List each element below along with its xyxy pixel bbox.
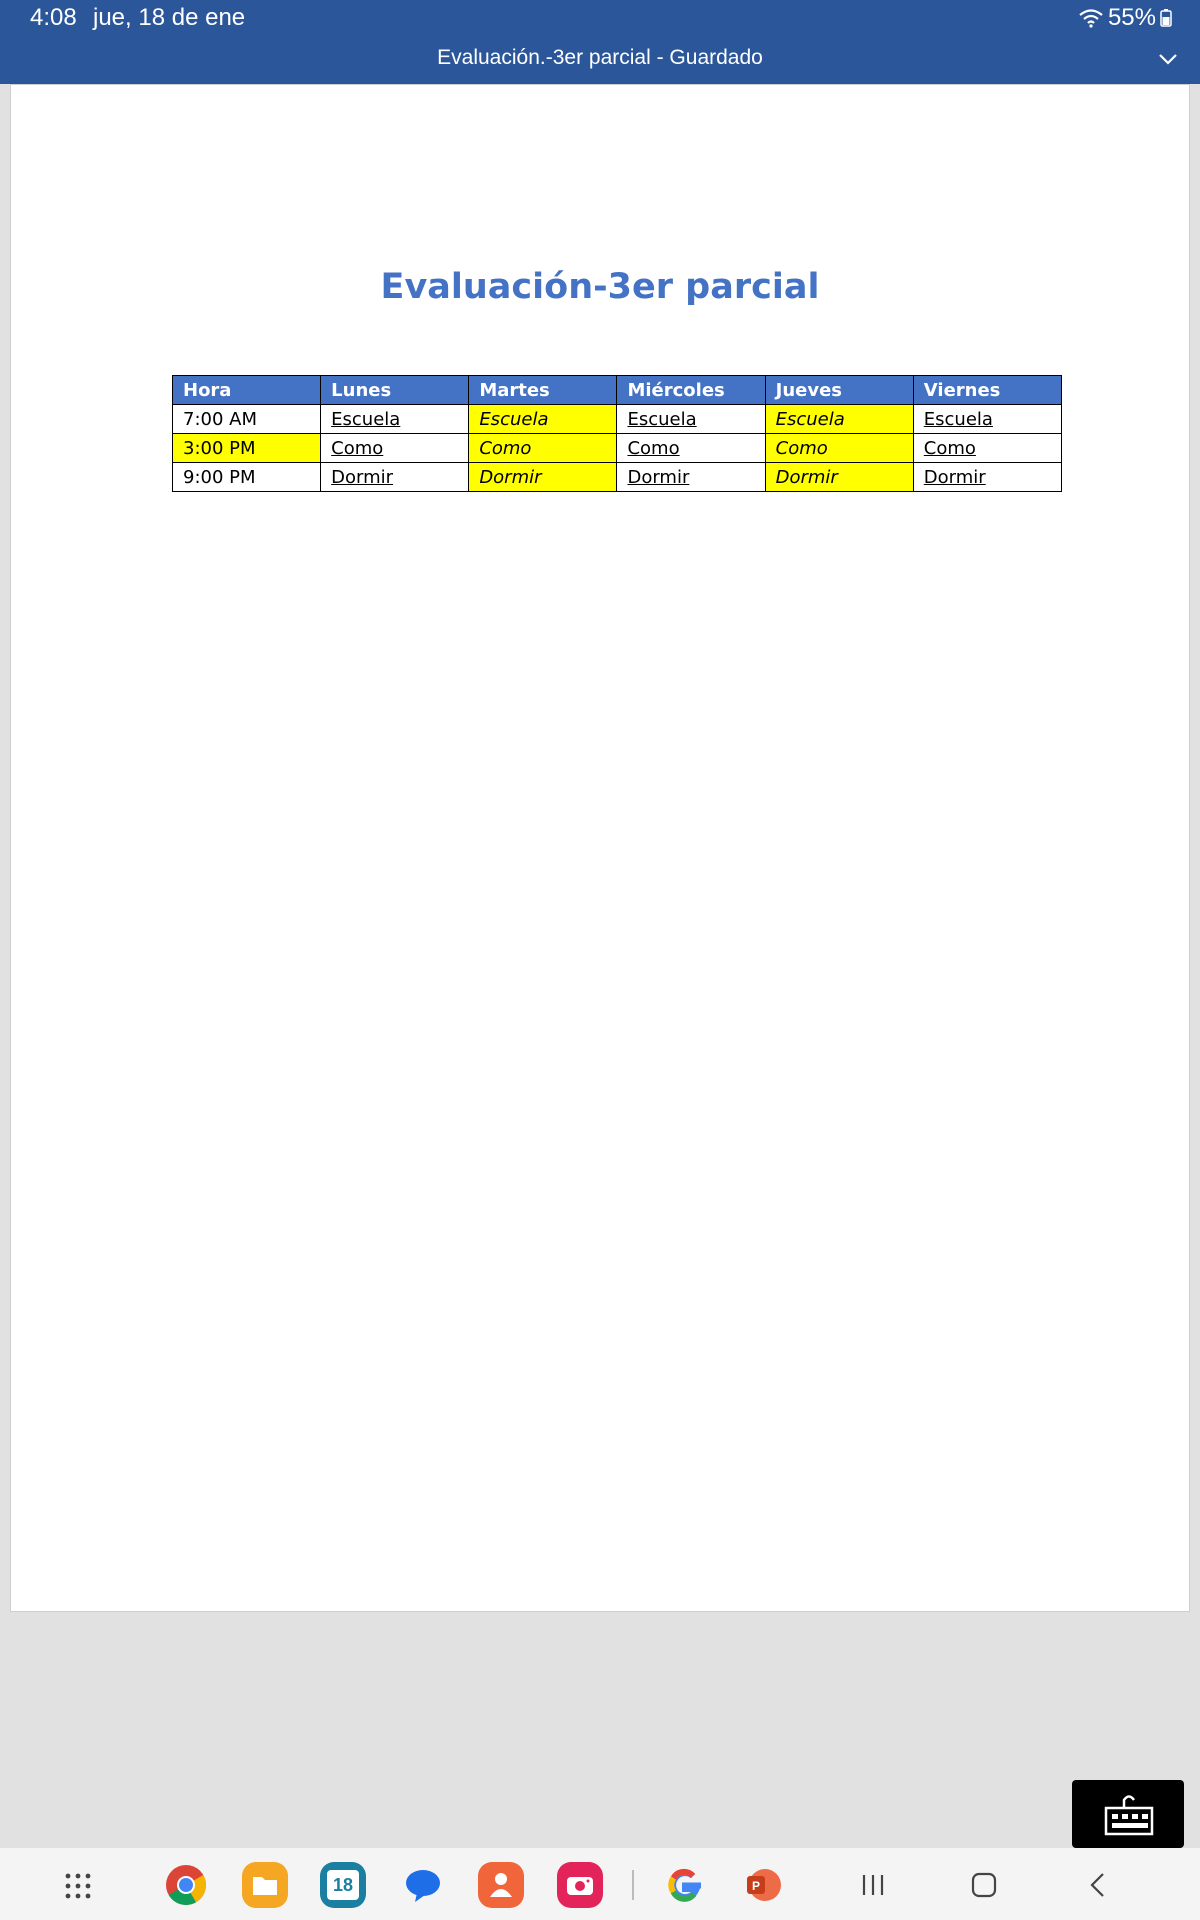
header-cell: Jueves: [765, 376, 913, 405]
header-cell: Hora: [173, 376, 321, 405]
table-cell: Escuela: [765, 405, 913, 434]
powerpoint-icon[interactable]: [740, 1862, 786, 1908]
table-row: [173, 463, 1062, 492]
header-cell: Viernes: [913, 376, 1061, 405]
table-cell: Escuela: [321, 405, 469, 434]
home-icon[interactable]: [971, 1872, 997, 1898]
table-cell: Escuela: [469, 405, 617, 434]
top-bar: [0, 0, 1200, 84]
bottom-dock: [0, 1848, 1200, 1920]
chevron-down-icon[interactable]: [1156, 48, 1180, 70]
header-cell: Lunes: [321, 376, 469, 405]
table-cell: Como: [469, 434, 617, 463]
back-icon[interactable]: [1086, 1872, 1112, 1898]
floating-keyboard-button[interactable]: [1072, 1780, 1184, 1848]
header-cell: Miércoles: [617, 376, 765, 405]
chrome-icon[interactable]: [163, 1862, 209, 1908]
keyboard-lock-icon: [1072, 1780, 1184, 1848]
camera-icon[interactable]: [557, 1862, 603, 1908]
table-cell: 3:00 PM: [173, 434, 321, 463]
calendar-icon[interactable]: [320, 1862, 366, 1908]
status-date: jue, 18 de ene: [93, 4, 246, 31]
table-cell: 7:00 AM: [173, 405, 321, 434]
table-cell: Dormir: [469, 463, 617, 492]
recents-icon[interactable]: [860, 1872, 886, 1898]
document-title[interactable]: Evaluación.-3er parcial - Guardado: [437, 46, 763, 69]
messages-icon[interactable]: [400, 1862, 446, 1908]
document-heading: Evaluación-3er parcial: [380, 267, 820, 307]
calendar-day: 18: [327, 1870, 359, 1900]
contacts-icon[interactable]: [478, 1862, 524, 1908]
battery-icon: [1160, 9, 1172, 27]
table-cell: Escuela: [617, 405, 765, 434]
table-cell: 9:00 PM: [173, 463, 321, 492]
document-page[interactable]: [10, 84, 1190, 1612]
files-icon[interactable]: [242, 1862, 288, 1908]
table-cell: Como: [913, 434, 1061, 463]
table-row: [173, 405, 1062, 434]
svg-text:P: P: [751, 1879, 761, 1893]
table-cell: Escuela: [913, 405, 1061, 434]
table-cell: Dormir: [321, 463, 469, 492]
table-cell: Dormir: [913, 463, 1061, 492]
table-cell: Como: [321, 434, 469, 463]
status-icons: [1078, 4, 1172, 32]
table-cell: Como: [617, 434, 765, 463]
google-icon[interactable]: [662, 1862, 708, 1908]
status-time: 4:08: [30, 4, 77, 31]
table-cell: Como: [765, 434, 913, 463]
dock-separator: [632, 1870, 634, 1900]
battery-percent: 55%: [1107, 4, 1156, 31]
apps-grid-icon[interactable]: [64, 1872, 92, 1900]
wifi-icon: [1078, 8, 1104, 28]
table-row: [173, 434, 1062, 463]
table-header-row: [173, 376, 1062, 405]
table-cell: Dormir: [617, 463, 765, 492]
header-cell: Martes: [469, 376, 617, 405]
schedule-table[interactable]: [172, 375, 1062, 492]
table-cell: Dormir: [765, 463, 913, 492]
